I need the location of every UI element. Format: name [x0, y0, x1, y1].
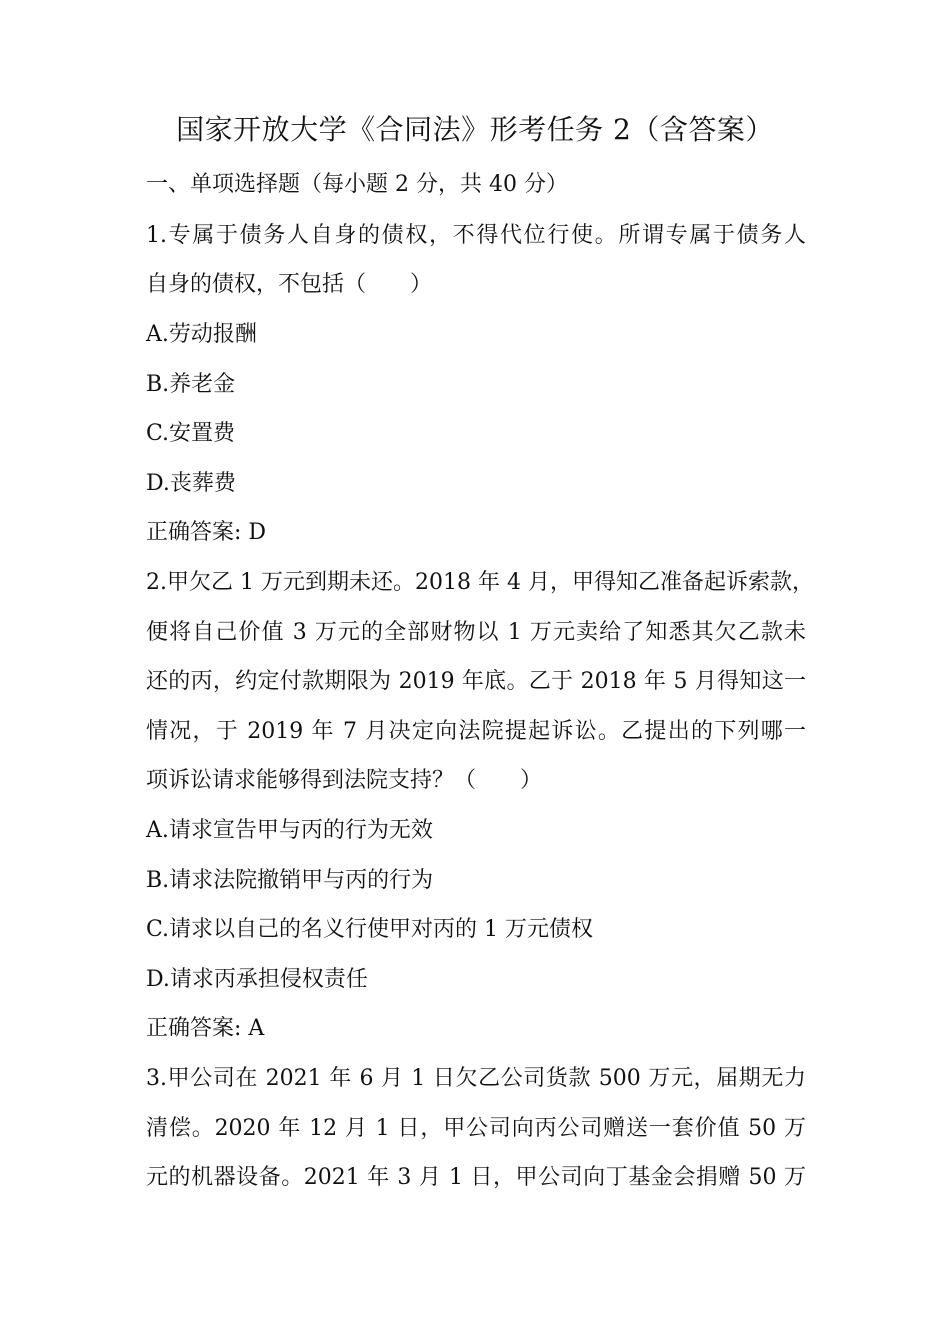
question-2-answer: 正确答案: A [146, 1016, 265, 1041]
question-1-stem-line-2: 自身的债权，不包括（ ） [146, 272, 433, 297]
question-2-stem-line-4: 情况，于 2019 年 7 月决定向法院提起诉讼。乙提出的下列哪一 [146, 719, 806, 744]
question-3-stem-line-3: 元的机器设备。2021 年 3 月 1 日，甲公司向丁基金会捐赠 50 万 [146, 1165, 806, 1190]
question-1-option-b: B.养老金 [146, 372, 236, 397]
question-2-option-d: D.请求丙承担侵权责任 [146, 967, 368, 992]
question-2-stem-line-5: 项诉讼请求能够得到法院支持？（ ） [146, 768, 543, 793]
question-1-answer: 正确答案: D [146, 520, 267, 545]
question-1-option-a: A.劳动报酬 [146, 322, 257, 347]
question-2-stem-line-2: 便将自己价值 3 万元的全部财物以 1 万元卖给了知悉其欠乙款未 [146, 620, 806, 645]
question-1-option-c: C.安置费 [146, 421, 236, 446]
question-1-stem-line-1: 1.专属于债务人自身的债权，不得代位行使。所谓专属于债务人 [146, 223, 806, 248]
question-2-option-b: B.请求法院撤销甲与丙的行为 [146, 868, 434, 893]
question-1-option-d: D.丧葬费 [146, 471, 236, 496]
section-heading: 一、单项选择题（每小题 2 分，共 40 分） [146, 172, 568, 197]
document-title: 国家开放大学《合同法》形考任务 2（含答案） [176, 113, 774, 146]
question-3-stem-line-2: 清偿。2020 年 12 月 1 日，甲公司向丙公司赠送一套价值 50 万 [146, 1116, 806, 1141]
question-2-option-a: A.请求宣告甲与丙的行为无效 [146, 818, 433, 843]
question-2-option-c: C.请求以自己的名义行使甲对丙的 1 万元债权 [146, 917, 594, 942]
question-2-stem-line-3: 还的丙，约定付款期限为 2019 年底。乙于 2018 年 5 月得知这一 [146, 669, 806, 694]
question-3-stem-line-1: 3.甲公司在 2021 年 6 月 1 日欠乙公司货款 500 万元，届期无力 [146, 1066, 806, 1091]
question-2-stem-line-1: 2.甲欠乙 1 万元到期未还。2018 年 4 月，甲得知乙准备起诉索款， [146, 570, 814, 595]
